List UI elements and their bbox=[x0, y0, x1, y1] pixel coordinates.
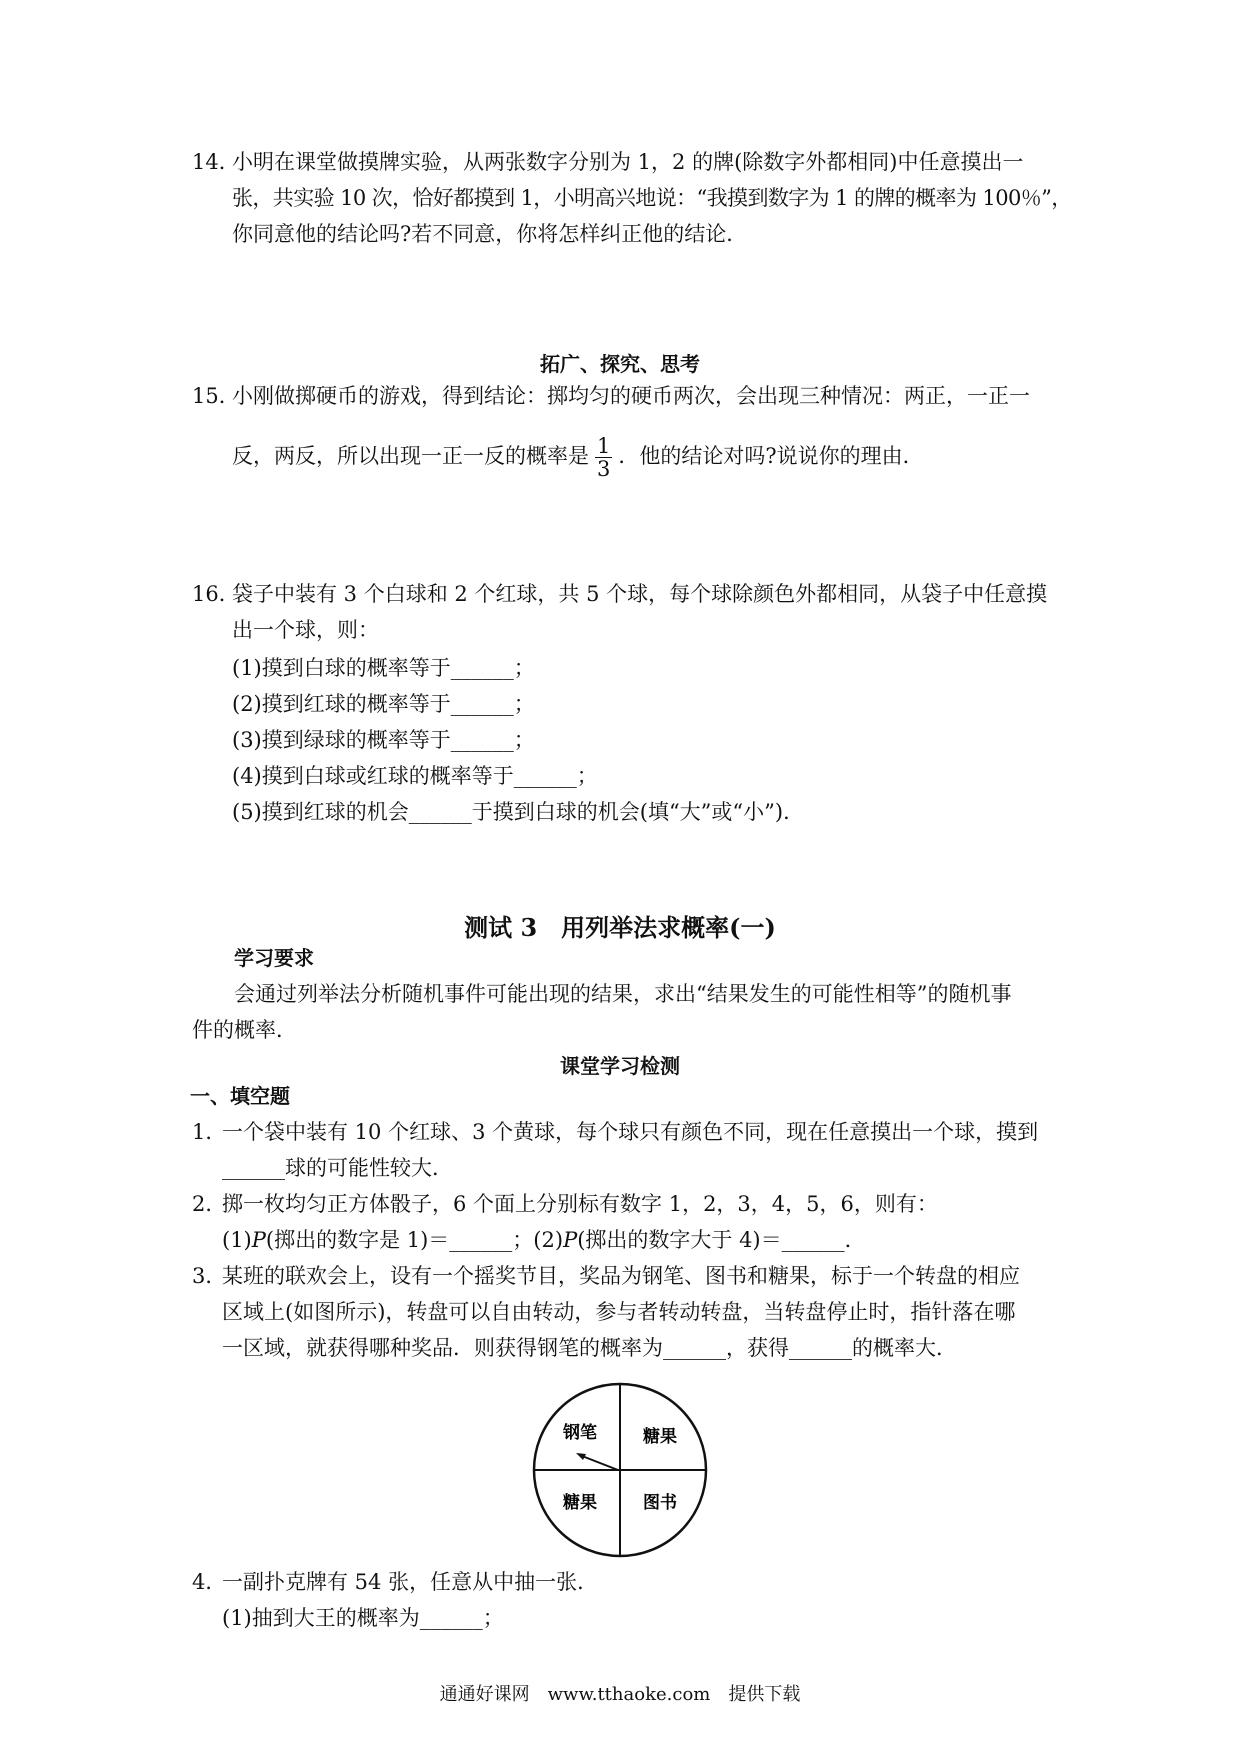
spinner-pointer-arrowhead bbox=[576, 1453, 586, 1460]
text: (1) bbox=[222, 1228, 252, 1252]
question-text-line: ______球的可能性较大． bbox=[222, 1156, 453, 1180]
question-number: 1． bbox=[192, 1120, 227, 1144]
spinner-pointer bbox=[582, 1456, 618, 1470]
question-text-line: 出一个球，则： bbox=[232, 618, 379, 642]
question-text-line: 袋子中装有 3 个白球和 2 个红球，共 5 个球，每个球除颜色外都相同，从袋子中任意摸 bbox=[232, 582, 1048, 606]
text: (掷出的数字是 1)＝______；(2) bbox=[265, 1228, 564, 1252]
sub-question: (1)摸到白球的概率等于______； bbox=[232, 656, 535, 680]
question-text-line: 小明在课堂做摸牌实验，从两张数字分别为 1，2 的牌(除数字外都相同)中任意摸出一 bbox=[232, 150, 1024, 174]
spinner-label-candy: 糖果 bbox=[643, 1427, 677, 1447]
question-number: 2． bbox=[192, 1192, 227, 1216]
spinner-label-book: 图书 bbox=[643, 1493, 677, 1513]
question-text: ．他的结论对吗?说说你的理由． bbox=[618, 444, 924, 468]
probability-symbol: P bbox=[563, 1228, 578, 1252]
sub-question: (5)摸到红球的机会______于摸到白球的机会(填“大”或“小”)． bbox=[232, 800, 805, 824]
question-number: 3． bbox=[192, 1264, 227, 1288]
sub-question: (2)摸到红球的概率等于______； bbox=[232, 692, 535, 716]
sub-question: (4)摸到白球或红球的概率等于______； bbox=[232, 764, 598, 788]
section-heading-extend: 拓广、探究、思考 bbox=[540, 352, 700, 376]
text: (掷出的数字大于 4)＝______． bbox=[577, 1228, 866, 1252]
question-number: 15． bbox=[192, 384, 240, 408]
question-number: 4． bbox=[192, 1570, 227, 1594]
fill-in-heading: 一、填空题 bbox=[190, 1084, 290, 1108]
spinner-label-pen: 钢笔 bbox=[563, 1423, 597, 1443]
page-footer: 通通好课网 www.tthaoke.com 提供下载 bbox=[439, 1684, 801, 1705]
question-text-line: 区域上(如图所示)，转盘可以自由转动，参与者转动转盘，当转盘停止时，指针落在哪 bbox=[222, 1300, 1016, 1324]
question-text-line: 掷一枚均匀正方体骰子，6 个面上分别标有数字 1，2，3，4，5，6，则有： bbox=[222, 1192, 938, 1216]
sub-question: (3)摸到绿球的概率等于______； bbox=[232, 728, 535, 752]
question-number: 14． bbox=[192, 150, 240, 174]
sub-question: (1)抽到大王的概率为______； bbox=[222, 1606, 504, 1630]
fraction-denominator: 3 bbox=[597, 457, 611, 481]
prize-spinner-diagram bbox=[530, 1380, 710, 1560]
question-text-line: 某班的联欢会上，设有一个摇奖节目，奖品为钢笔、图书和糖果，标于一个转盘的相应 bbox=[222, 1264, 1020, 1288]
fraction-one-third bbox=[595, 435, 612, 480]
question-text-line: 张，共实验 10 次，恰好都摸到 1，小明高兴地说：“我摸到数字为 1 的牌的概率为 100％”， bbox=[232, 186, 1072, 210]
spinner-label-candy: 糖果 bbox=[563, 1493, 597, 1513]
class-check-heading: 课堂学习检测 bbox=[560, 1054, 680, 1078]
probability-symbol: P bbox=[251, 1228, 266, 1252]
question-text-line bbox=[222, 1226, 866, 1254]
study-requirements-text: 会通过列举法分析随机事件可能出现的结果，求出“结果发生的可能性相等”的随机事 bbox=[234, 982, 1012, 1006]
question-text-line-with-fraction bbox=[232, 426, 924, 486]
question-number: 16． bbox=[192, 582, 240, 606]
fraction-numerator: 1 bbox=[597, 434, 611, 458]
study-requirements-heading: 学习要求 bbox=[234, 946, 314, 970]
question-text-line: 一副扑克牌有 54 张，任意从中抽一张． bbox=[222, 1570, 599, 1594]
question-text-line: 小刚做掷硬币的游戏，得到结论：掷均匀的硬币两次，会出现三种情况：两正，一正一 bbox=[232, 384, 1030, 408]
test-title: 测试 3 用列举法求概率(一) bbox=[464, 913, 776, 942]
study-requirements-text: 件的概率． bbox=[192, 1018, 297, 1042]
question-text-line: 一个袋中装有 10 个红球、3 个黄球，每个球只有颜色不同，现在任意摸出一个球，摸到 bbox=[222, 1120, 1039, 1144]
question-text-line: 一区域，就获得哪种奖品．则获得钢笔的概率为______，获得______的概率大． bbox=[222, 1336, 957, 1360]
question-text-line: 你同意他的结论吗?若不同意，你将怎样纠正他的结论． bbox=[232, 222, 748, 246]
question-text: 反，两反，所以出现一正一反的概率是 bbox=[232, 444, 589, 468]
